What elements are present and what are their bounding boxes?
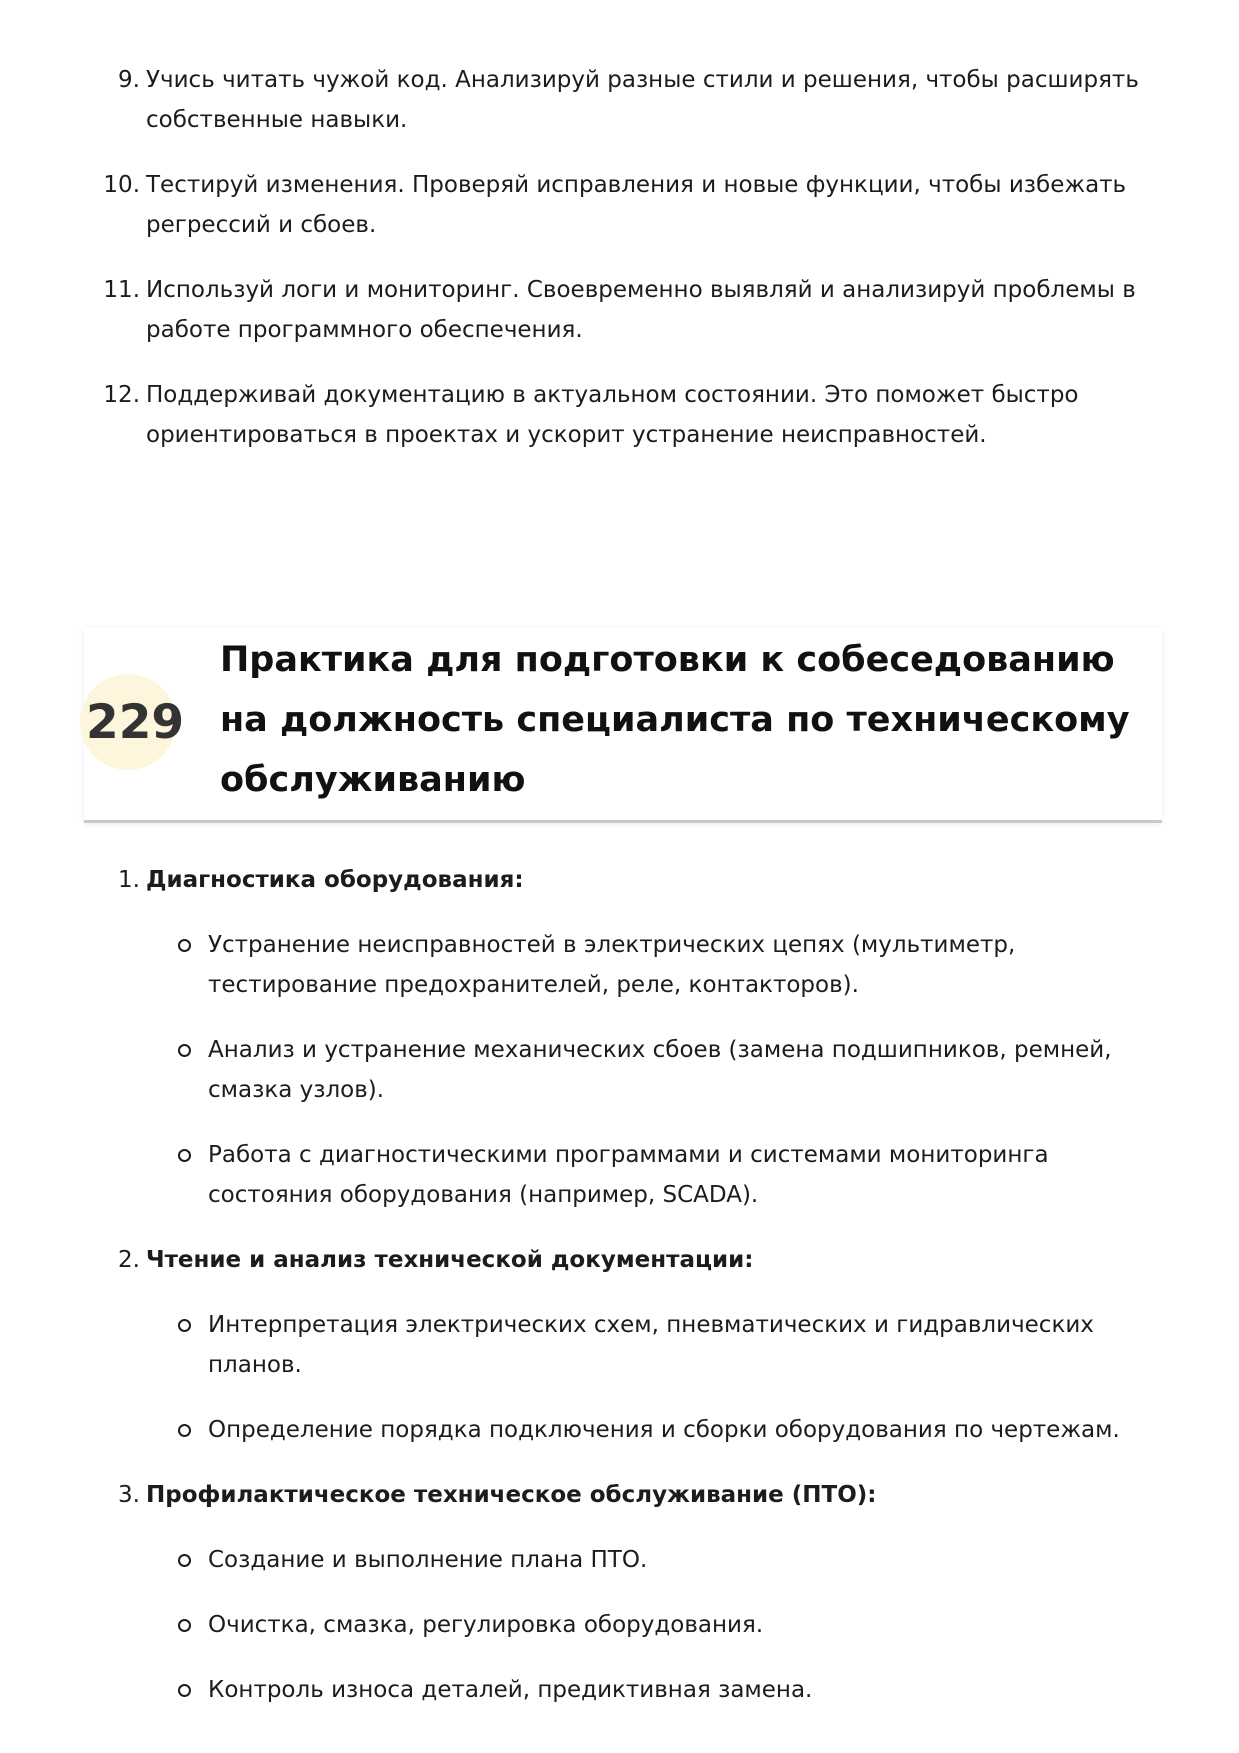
sub-list [146,925,1156,1215]
list-item [118,60,1146,140]
sub-list-item-text: Контроль износа деталей, предиктивная замена. [208,1677,813,1703]
list-item-text: Используй логи и мониторинг. Своевременно выявляй и анализируй проблемы в работе программного обеспечения. [146,277,1136,343]
sub-list-item [208,1305,1156,1385]
circle-bullet-icon [178,1319,191,1332]
section-title: Практика для подготовки к собеседованию на должность специалиста по техническому обслуживанию [220,640,1130,800]
tips-list [103,60,1146,480]
sub-list-item-text: Интерпретация электрических схем, пневматических и гидравлических планов. [208,1312,1094,1378]
list-item [118,860,1156,1215]
list-item-heading: Чтение и анализ технической документации: [146,1247,754,1273]
section-header [84,628,1162,823]
sub-list-item [208,1605,1156,1645]
sub-list-item-text: Работа с диагностическими программами и системами мониторинга состояния оборудования (например, SCADA). [208,1142,1049,1208]
sub-list [146,1540,1156,1710]
list-item [118,1475,1156,1710]
list-item [103,375,1146,455]
sub-list-item-text: Очистка, смазка, регулировка оборудования. [208,1612,764,1638]
list-item [118,1240,1156,1450]
chapter-number: 229 [86,695,185,750]
list-item-text: Тестируй изменения. Проверяй исправления и новые функции, чтобы избежать регрессий и сбоев. [146,172,1127,238]
practice-list [118,860,1156,1735]
circle-bullet-icon [178,1554,191,1567]
list-item-text: Поддерживай документацию в актуальном состоянии. Это поможет быстро ориентироваться в проектах и ускорит устранение неисправностей. [146,382,1079,448]
sub-list-item [208,925,1156,1005]
sub-list-item [208,1540,1156,1580]
list-item [103,165,1146,245]
sub-list-item [208,1670,1156,1710]
list-item-number: 3. [118,1482,140,1508]
circle-bullet-icon [178,1684,191,1697]
sub-list [146,1305,1156,1450]
list-item-number: 1. [118,867,140,893]
sub-list-item-text: Анализ и устранение механических сбоев (замена подшипников, ремней, смазка узлов). [208,1037,1112,1103]
circle-bullet-icon [178,939,191,952]
sub-list-item-text: Устранение неисправностей в электрических цепях (мультиметр, тестирование предохранителей, реле, контакторов). [208,932,1016,998]
list-item-number: 9. [118,67,140,93]
circle-bullet-icon [178,1149,191,1162]
circle-bullet-icon [178,1044,191,1057]
list-item-heading: Профилактическое техническое обслуживание (ПТО): [146,1482,877,1508]
list-item-number: 2. [118,1247,140,1273]
list-item-number: 12. [103,382,140,408]
circle-bullet-icon [178,1424,191,1437]
circle-bullet-icon [178,1619,191,1632]
sub-list-item [208,1135,1156,1215]
list-item-heading: Диагностика оборудования: [146,867,524,893]
list-item-number: 10. [103,172,140,198]
list-item [103,270,1146,350]
list-item-text: Учись читать чужой код. Анализируй разные стили и решения, чтобы расширять собственные навыки. [146,67,1139,133]
sub-list-item [208,1410,1156,1450]
list-item-number: 11. [103,277,140,303]
sub-list-item-text: Определение порядка подключения и сборки оборудования по чертежам. [208,1417,1120,1443]
sub-list-item-text: Создание и выполнение плана ПТО. [208,1547,648,1573]
sub-list-item [208,1030,1156,1110]
